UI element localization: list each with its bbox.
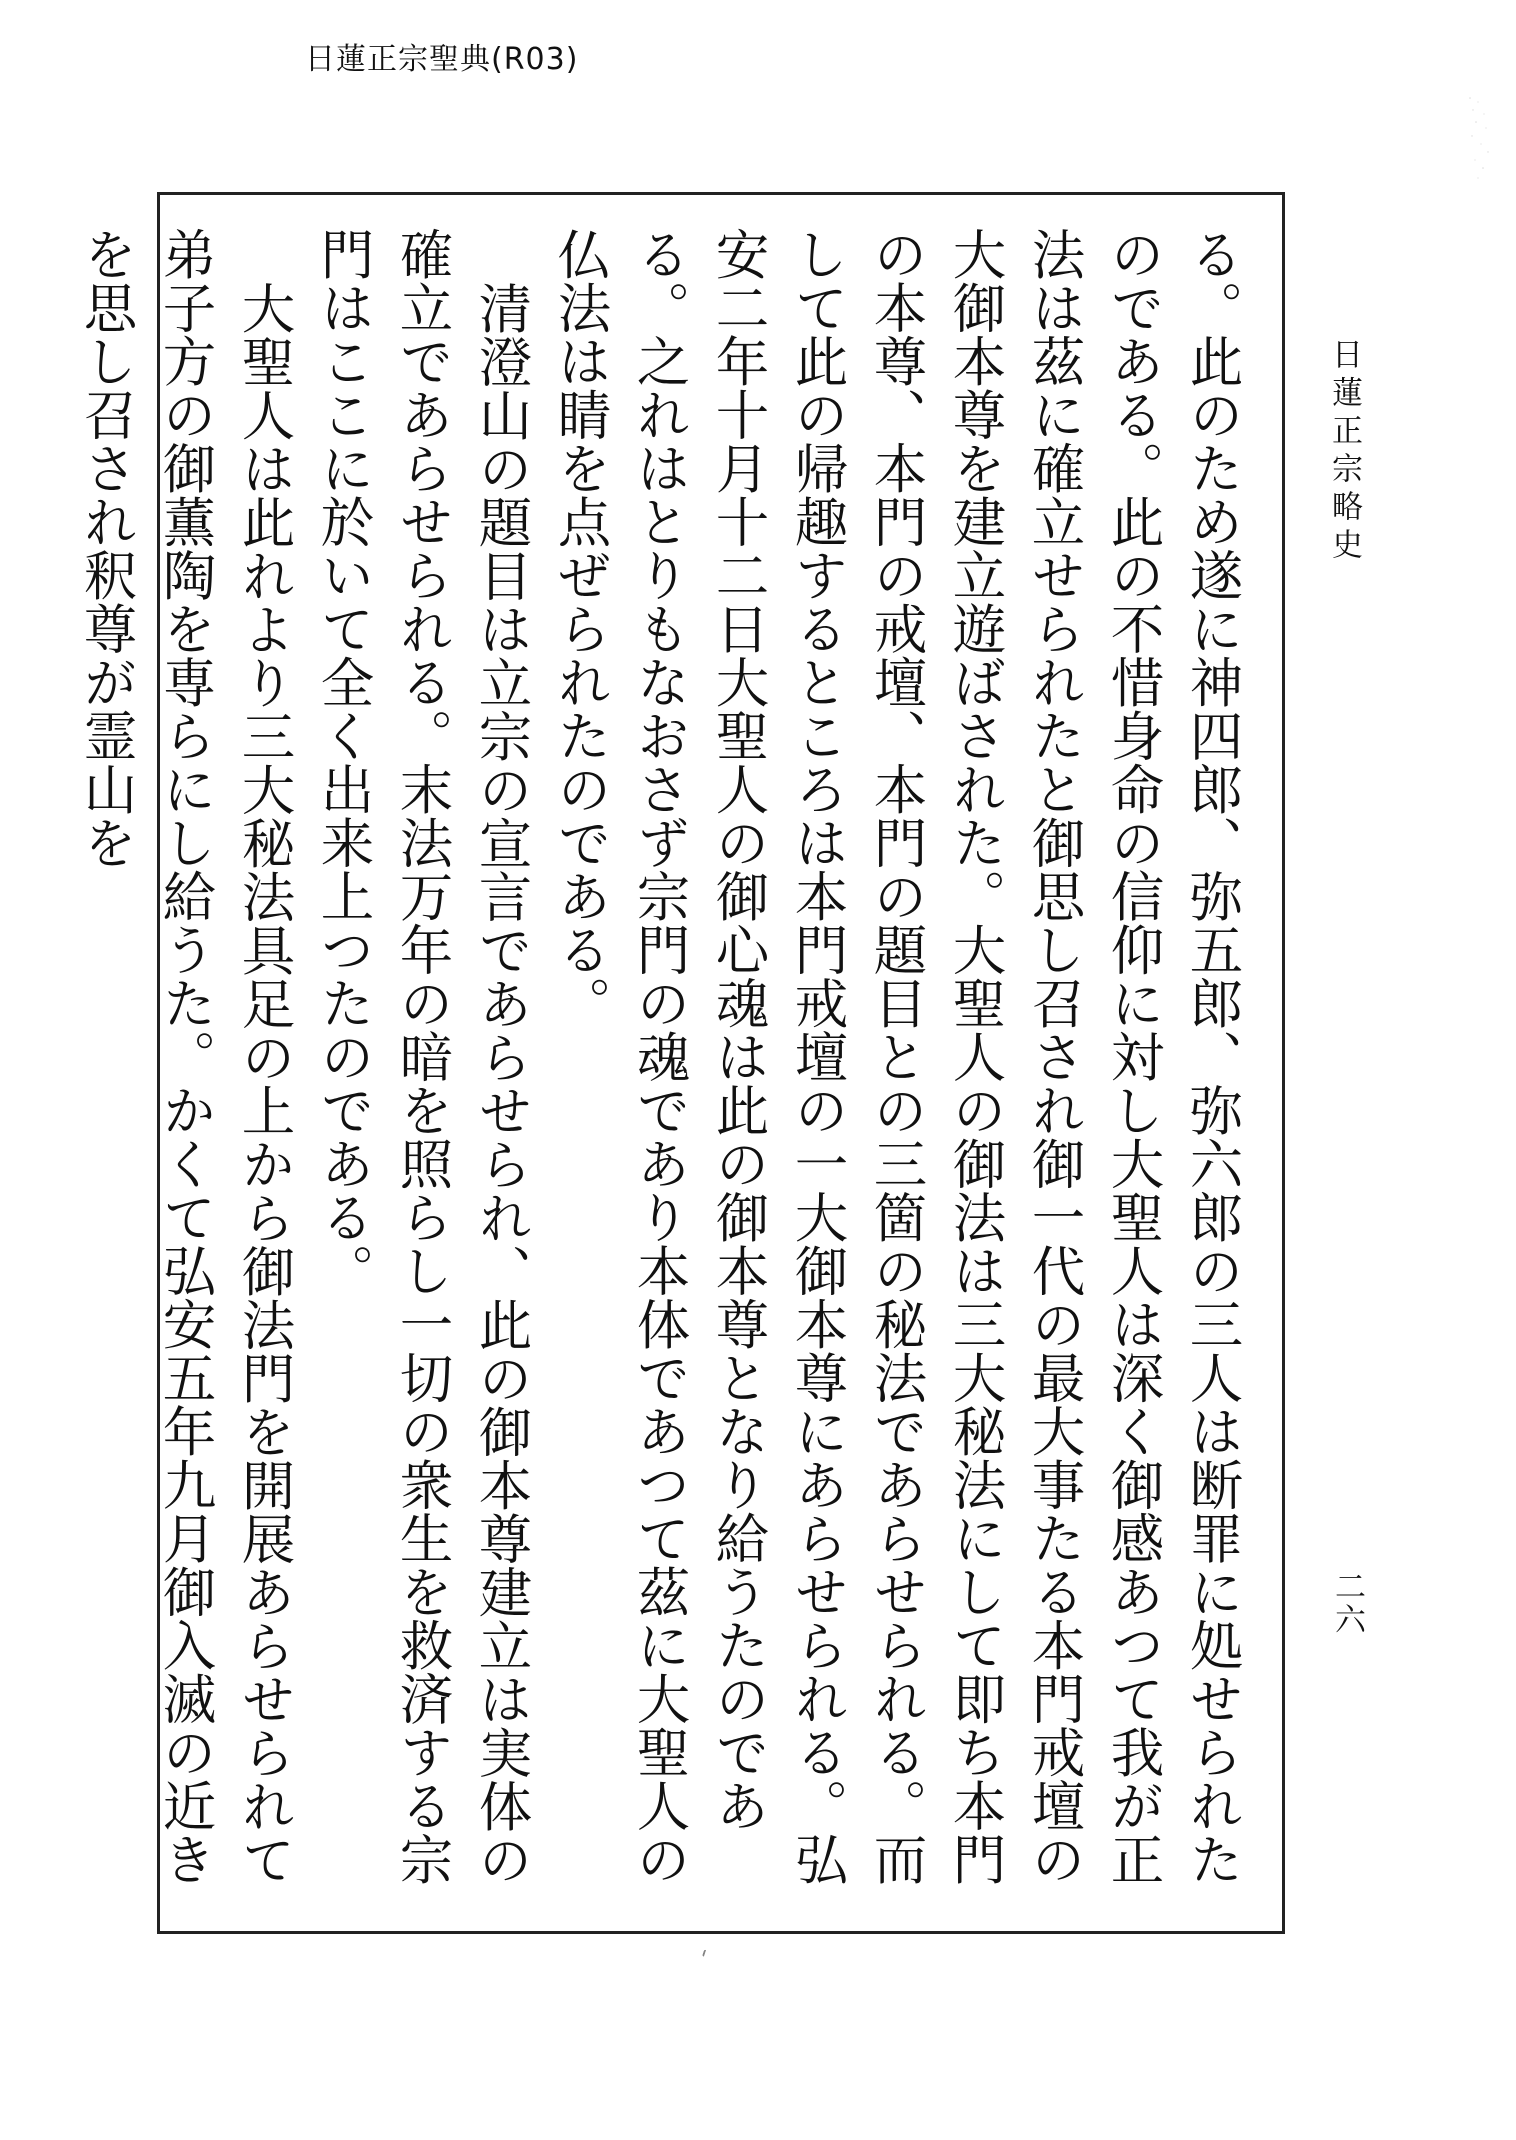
paragraph: 大聖人は此れより三大秘法具足の上から御法門を開展あらせられて弟子方の御薫陶を専らにし給うた。かくて弘安五年九月御入滅の近きを思し召され釈尊が霊山を (75, 227, 296, 1886)
paragraph: る。此のため遂に神四郎、弥五郎、弥六郎の三人は断罪に処せられたのである。此の不惜身命の信仰に対し大聖人は深く御感あつて我が正法は茲に確立せられたと御思し召され御一代の最大事たる本門戒壇の大御本尊を建立遊ばされた。大聖人の御法は三大秘法にして即ち本門の本尊、本門の戒壇、本門の題目との三箇の秘法であらせられる。而して此の帰趣するところは本門戒壇の一大御本尊にあらせられる。弘安二年十月十二日大聖人の御心魂は此の御本尊となり給うたのである。之れはとりもなおさず宗門の魂であり本体であつて茲に大聖人の仏法は睛を点ぜられたのである。 (549, 227, 1244, 1886)
document-header: 日蓮正宗聖典(R03) (305, 42, 579, 77)
running-title: 日蓮正宗略史 (1326, 338, 1362, 566)
page-number: 二六 (1329, 1570, 1365, 1636)
text-frame (75, 192, 1285, 1934)
scan-speckle (1466, 92, 1492, 184)
body-text (75, 227, 1252, 1907)
paragraph: 清澄山の題目は立宗の宣言であらせられ、此の御本尊建立は実体の確立であらせられる。末法万年の暗を照らし一切の衆生を救済する宗門はここに於いて全く出来上つたのである。 (312, 227, 533, 1886)
scan-artifact (702, 1949, 709, 1957)
